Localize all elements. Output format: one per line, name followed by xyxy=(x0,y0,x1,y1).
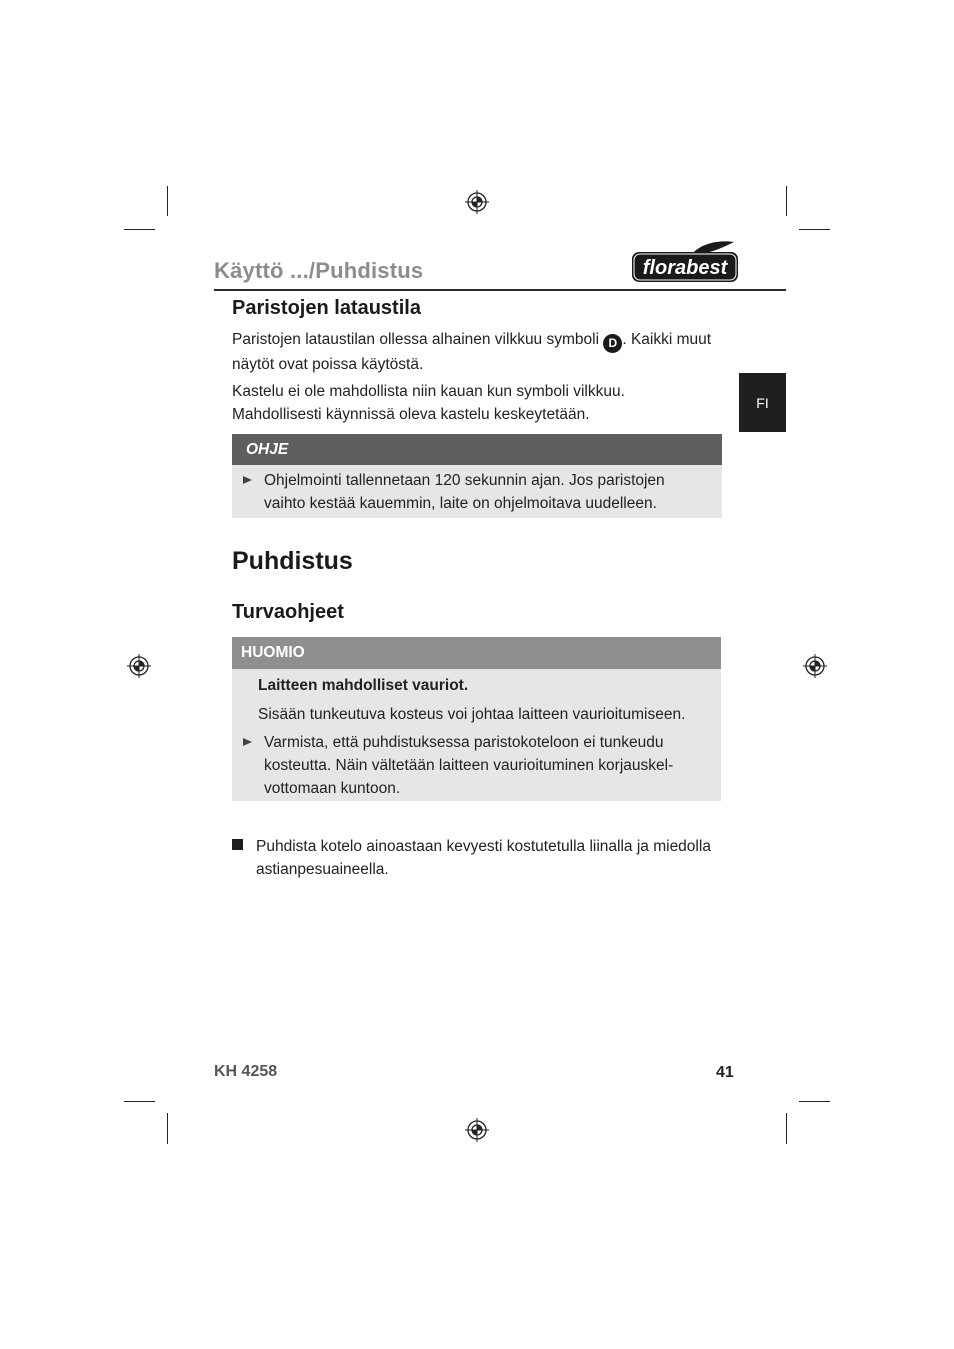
instruction-text: Puhdista kotelo ainoastaan kevyesti kostutetulla liinalla ja miedolla astianpesuaineella. xyxy=(256,838,711,878)
model-number: KH 4258 xyxy=(214,1063,278,1080)
note-text: Ohjelmointi tallennetaan 120 sekunnin ajan. Jos paristojen vaihto kestää kauemmin, laite on ohjelmoitava uudelleen. xyxy=(264,472,665,512)
text-line: näytöt ovat poissa käytöstä. xyxy=(232,356,424,373)
florabest-logo xyxy=(630,240,740,284)
section-heading: Paristojen lataustila xyxy=(232,297,421,319)
battery-symbol-d-icon: D xyxy=(603,334,622,353)
crop-mark xyxy=(124,229,155,230)
registration-mark-icon xyxy=(465,1118,489,1142)
language-tab: FI xyxy=(739,373,786,432)
arrow-bullet-icon xyxy=(243,738,252,746)
page-header-title: Käyttö .../Puhdistus xyxy=(214,258,424,283)
square-bullet-icon xyxy=(232,839,243,850)
crop-mark xyxy=(799,1101,830,1102)
section-title: Puhdistus xyxy=(232,547,353,575)
warning-text: Sisään tunkeutuva kosteus voi johtaa laitteen vaurioitumiseen. xyxy=(258,706,686,723)
note-box xyxy=(232,434,722,518)
registration-mark-icon xyxy=(127,654,151,678)
crop-mark xyxy=(786,186,787,216)
paragraph xyxy=(232,328,711,376)
warning-box xyxy=(232,637,721,801)
subsection-heading: Turvaohjeet xyxy=(232,601,344,623)
text-line: Kastelu ei ole mahdollista niin kauan kun symboli vilkkuu. xyxy=(232,383,625,400)
warning-box-title: HUOMIO xyxy=(232,637,721,669)
paragraph xyxy=(232,380,625,426)
registration-mark-icon xyxy=(465,190,489,214)
header-divider xyxy=(214,289,786,291)
registration-mark-icon xyxy=(803,654,827,678)
crop-mark xyxy=(167,186,168,216)
warning-bullet-text: Varmista, että puhdistuksessa paristokoteloon ei tunkeudu kosteutta. Näin vältetään laitteen vaurioituminen korjauskel- vottomaan kuntoon. xyxy=(264,734,674,797)
arrow-bullet-icon xyxy=(243,476,252,484)
warning-heading: Laitteen mahdolliset vauriot. xyxy=(258,677,469,694)
crop-mark xyxy=(167,1113,168,1144)
text-line: Paristojen lataustilan ollessa alhainen vilkkuu symboli D . Kaikki muut xyxy=(232,328,711,353)
crop-mark xyxy=(124,1101,155,1102)
note-box-title: OHJE xyxy=(232,434,722,465)
crop-mark xyxy=(799,229,830,230)
page-number: 41 xyxy=(716,1064,734,1081)
crop-mark xyxy=(786,1113,787,1144)
text-line: Mahdollisesti käynnissä oleva kastelu keskeytetään. xyxy=(232,406,590,423)
svg-text:florabest: florabest xyxy=(642,257,728,279)
